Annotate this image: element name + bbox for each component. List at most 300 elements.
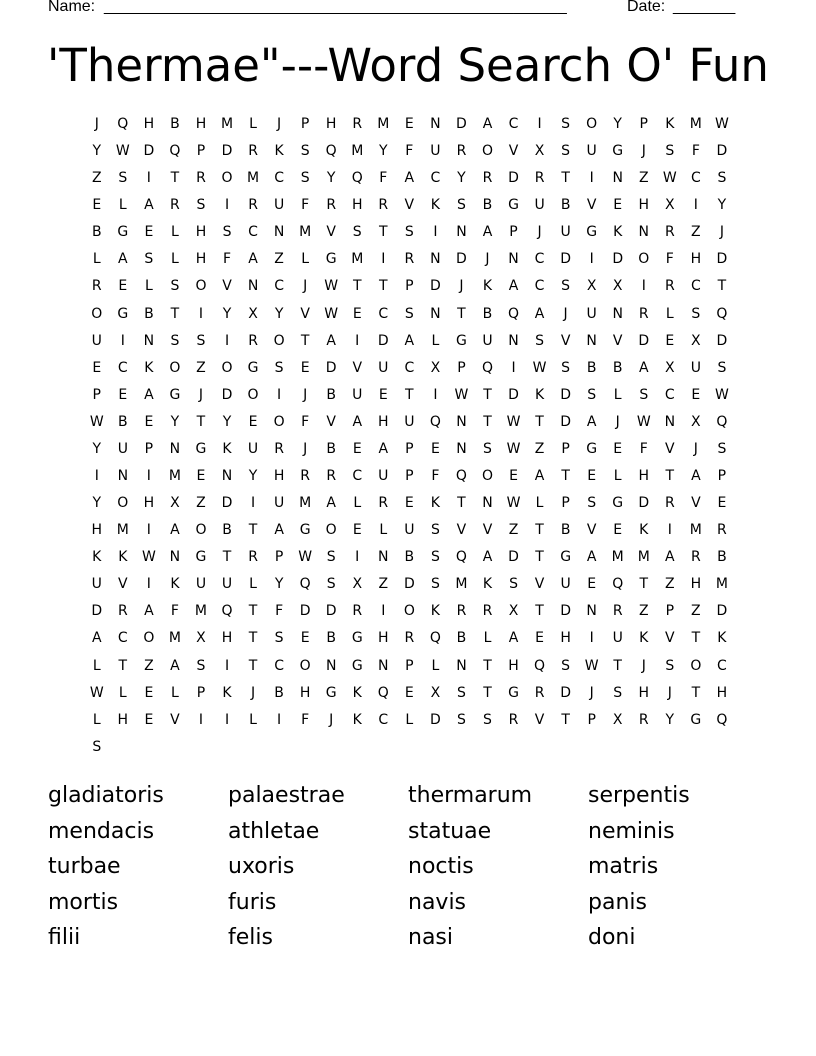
grid-letter: S [196,657,206,674]
grid-letter: S [561,359,571,376]
grid-letter: R [248,332,259,349]
grid-letter: M [611,549,625,566]
grid-letter: E [404,116,415,132]
grid-letter: N [456,224,468,241]
grid-letter: N [586,603,598,620]
grid-letter: S [404,305,415,322]
grid-letter: B [404,549,415,566]
grid-letter: N [169,440,181,457]
grid-letter: Q [169,143,181,160]
grid-letter: G [325,251,338,268]
grid-letter: R [300,468,311,485]
grid-letter: N [273,224,285,241]
grid-letter: Z [638,603,650,620]
grid-letter: L [483,630,492,647]
grid-letter: A [482,224,493,241]
grid-letter: G [117,305,129,322]
grid-letter: Y [92,440,102,457]
grid-letter: G [351,657,364,674]
grid-letter: I [355,332,360,349]
grid-letter: V [586,522,597,539]
grid-letter: H [195,224,207,241]
grid-letter: M [116,522,130,539]
grid-letter: V [560,332,571,349]
grid-letter: A [352,413,363,430]
grid-letter: H [716,684,728,701]
grid-letter: N [456,657,468,674]
grid-letter: G [612,495,624,512]
grid-letter: R [664,278,676,295]
grid-letter: M [377,116,390,132]
grid-letter: L [249,116,258,132]
grid-letter: V [456,522,467,539]
grid-letter: U [221,576,233,593]
grid-letter: S [326,549,337,566]
grid-letter: T [483,413,493,430]
grid-letter: M [220,116,234,132]
grid-letter: O [586,116,598,132]
grid-letter: D [429,278,442,295]
grid-letter: K [430,603,441,620]
grid-letter: V [352,359,363,376]
grid-letter: K [534,386,545,403]
grid-letter: L [353,495,362,512]
grid-letter: C [664,386,676,403]
grid-letter: B [482,305,493,322]
grid-letter: Q [429,413,442,430]
date-field[interactable]: _______ [673,0,736,15]
grid-letter: S [561,278,571,295]
header-line [48,0,740,18]
name-field[interactable]: ____________________________________________________ [104,0,567,15]
grid-letter: U [247,440,259,457]
grid-letter: E [430,440,441,457]
grid-letter: X [196,630,207,647]
grid-letter: G [508,684,520,701]
grid-letter: G [195,549,207,566]
grid-letter: X [248,305,259,322]
grid-letter: W [532,359,547,376]
grid-letter: Z [508,522,519,539]
grid-letter: H [690,576,702,593]
grid-letter: G [195,440,207,457]
grid-letter: S [222,224,232,241]
grid-letter: M [715,576,729,593]
word-list-item: athletae [228,818,320,844]
grid-letter: V [586,197,597,214]
grid-letter: V [665,440,676,457]
grid-letter: C [117,359,129,376]
grid-letter: Q [716,413,728,430]
grid-letter: A [586,549,597,566]
grid-letter: V [118,576,129,593]
grid-letter: E [404,684,415,701]
grid-letter: C [378,711,389,728]
grid-letter: O [117,495,129,512]
grid-letter: U [430,143,441,160]
grid-letter: L [92,711,102,728]
grid-letter: H [273,468,285,485]
word-list-item: palaestrae [228,783,345,808]
grid-letter: G [169,386,181,403]
grid-letter: K [274,143,285,160]
grid-letter: I [277,711,282,728]
grid-letter: D [716,251,728,268]
grid-letter: S [352,224,363,241]
grid-letter: I [198,711,204,728]
grid-letter: Y [222,413,232,430]
grid-letter: N [430,116,442,132]
grid-letter: D [716,603,728,620]
grid-letter: L [613,386,623,403]
grid-letter: D [143,143,155,160]
grid-letter: T [535,603,545,620]
grid-letter: S [717,359,727,376]
grid-letter: D [508,386,520,403]
grid-letter: T [405,386,415,403]
grid-letter: C [534,251,545,268]
grid-letter: Z [665,576,676,593]
grid-letter: R [248,143,259,160]
grid-letter: U [612,630,624,647]
grid-letter: R [248,197,259,214]
grid-letter: I [667,522,673,539]
grid-letter: J [693,440,699,457]
grid-letter: E [587,468,597,485]
grid-letter: T [170,305,180,322]
grid-letter: T [118,657,128,674]
grid-letter: Y [457,170,467,187]
grid-letter: N [612,170,624,187]
grid-letter: T [248,630,258,647]
grid-letter: S [561,143,571,160]
grid-letter: O [91,305,103,322]
grid-letter: R [456,143,467,160]
word-list-item: statuae [408,818,492,844]
word-list-item: noctis [408,854,474,880]
grid-letter: L [431,332,440,349]
grid-letter: W [506,440,521,457]
grid-letter: H [325,116,337,132]
grid-letter: X [170,495,181,512]
grid-letter: X [430,359,441,376]
grid-letter: C [404,359,415,376]
grid-letter: X [612,711,623,728]
grid-letter: I [94,468,100,485]
grid-letter: N [638,224,650,241]
grid-letter: U [378,359,389,376]
grid-letter: T [483,657,493,674]
grid-letter: S [118,170,128,187]
grid-letter: N [430,251,442,268]
grid-letter: F [665,251,675,268]
grid-letter: N [586,332,598,349]
grid-letter: R [378,197,389,214]
grid-letter: S [587,386,597,403]
grid-letter: K [144,359,154,376]
grid-letter: O [690,657,702,674]
grid-letter: W [662,170,678,187]
grid-letter: O [299,657,312,674]
grid-letter: I [146,170,152,187]
grid-letter: B [170,116,181,132]
grid-letter: A [534,468,545,485]
grid-letter: R [404,251,415,268]
grid-letter: H [560,630,572,647]
grid-letter: X [586,278,597,295]
grid-letter: V [300,305,311,322]
grid-letter: V [404,197,415,214]
grid-letter: K [92,549,102,566]
grid-letter: Q [534,657,546,674]
grid-letter: R [352,116,363,132]
grid-letter: N [456,413,468,430]
grid-letter: J [537,224,543,241]
grid-letter: A [638,359,650,376]
grid-letter: I [146,522,152,539]
grid-letter: O [247,386,260,403]
grid-letter: U [378,468,389,485]
grid-letter: I [146,468,152,485]
grid-letter: J [719,224,725,241]
grid-letter: Z [274,251,285,268]
grid-letter: Q [325,143,338,160]
grid-letter: C [274,657,285,674]
grid-letter: Z [196,359,207,376]
grid-letter: M [455,576,468,593]
grid-letter: Q [716,711,728,728]
grid-letter: X [612,278,623,295]
grid-letter: T [561,170,571,187]
grid-letter: T [300,332,310,349]
grid-letter: H [299,684,311,701]
grid-letter: L [613,468,623,485]
grid-letter: N [456,440,468,457]
grid-letter: S [170,332,180,349]
grid-letter: U [117,440,129,457]
grid-letter: Q [351,170,364,187]
grid-letter: W [89,684,105,701]
grid-letter: F [431,468,440,485]
grid-letter: X [352,576,363,593]
grid-letter: S [326,576,337,593]
grid-letter: E [144,224,154,241]
grid-letter: F [222,251,232,268]
grid-letter: Y [248,468,258,485]
grid-letter: P [717,468,727,485]
grid-letter: S [92,738,102,755]
grid-letter: H [378,630,390,647]
grid-letter: D [221,386,233,403]
grid-letter: D [560,386,572,403]
grid-letter: T [665,468,675,485]
grid-letter: T [379,278,389,295]
grid-letter: L [535,495,544,512]
grid-letter: H [221,630,233,647]
grid-letter: G [586,224,598,241]
letter-grid [84,111,735,761]
grid-letter: K [222,684,233,701]
grid-letter: I [355,549,360,566]
grid-letter: D [560,413,572,430]
grid-letter: D [325,359,338,376]
grid-letter: J [198,386,204,403]
grid-letter: D [429,711,442,728]
grid-letter: O [221,359,234,376]
grid-letter: N [508,332,520,349]
grid-letter: O [481,468,494,485]
grid-letter: P [665,603,675,620]
grid-letter: R [664,495,676,512]
grid-letter: R [456,603,467,620]
word-list-item: mendacis [48,818,155,844]
grid-letter: B [717,549,728,566]
grid-letter: K [613,224,623,241]
grid-letter: I [433,224,438,241]
grid-letter: K [170,576,180,593]
grid-letter: A [144,197,155,214]
grid-letter: M [351,143,364,160]
grid-letter: L [118,197,128,214]
grid-letter: C [117,630,129,647]
grid-letter: J [250,684,256,701]
grid-letter: Y [379,143,389,160]
grid-letter: W [714,116,730,132]
grid-letter: I [120,332,126,349]
grid-letter: L [92,251,102,268]
grid-letter: K [430,197,441,214]
grid-letter: T [248,522,258,539]
grid-letter: E [92,197,102,214]
grid-letter: I [224,711,230,728]
grid-letter: S [509,576,519,593]
grid-letter: H [117,711,129,728]
grid-letter: E [717,495,727,512]
grid-letter: R [352,603,363,620]
grid-letter: H [195,251,207,268]
grid-letter: R [664,224,676,241]
grid-letter: N [247,278,259,295]
grid-letter: G [612,143,624,160]
grid-letter: E [92,359,102,376]
grid-letter: L [171,684,180,701]
grid-letter: P [509,224,519,241]
grid-letter: R [534,684,545,701]
grid-letter: Z [691,224,702,241]
grid-letter: A [482,549,493,566]
grid-letter: J [589,684,595,701]
grid-letter: J [94,116,100,132]
grid-letter: J [303,278,308,295]
grid-letter: L [171,224,180,241]
grid-letter: A [248,251,259,268]
grid-letter: S [300,143,311,160]
grid-letter: B [326,630,337,647]
grid-letter: O [221,170,234,187]
grid-letter: L [379,522,388,539]
grid-letter: C [690,278,702,295]
grid-letter: M [689,116,703,132]
grid-letter: K [482,576,493,593]
grid-letter: A [378,440,389,457]
grid-letter: N [482,495,494,512]
grid-letter: E [509,468,519,485]
grid-letter: P [405,278,415,295]
grid-letter: P [196,143,206,160]
grid-letter: X [691,332,702,349]
grid-letter: S [170,278,180,295]
grid-letter: T [691,684,701,701]
grid-letter: H [690,251,702,268]
grid-letter: N [143,332,155,349]
grid-letter: H [508,657,520,674]
grid-letter: Y [170,413,180,430]
grid-letter: M [299,495,312,512]
grid-letter: L [249,576,258,593]
grid-letter: P [561,495,571,512]
grid-letter: Z [638,170,650,187]
grid-letter: O [273,413,286,430]
grid-letter: C [274,278,285,295]
grid-letter: A [586,413,597,430]
grid-letter: Y [274,576,284,593]
grid-letter: Z [534,440,545,457]
grid-letter: V [612,332,623,349]
word-list-item: uxoris [228,854,295,880]
grid-letter: T [483,684,493,701]
grid-letter: E [118,278,128,295]
grid-letter: T [248,657,258,674]
grid-letter: E [352,522,363,539]
grid-letter: Q [117,116,129,132]
grid-letter: I [224,332,230,349]
grid-letter: M [247,170,260,187]
grid-letter: A [144,603,155,620]
grid-letter: S [717,440,727,457]
grid-letter: A [508,278,519,295]
grid-letter: I [146,576,152,593]
grid-letter: L [92,657,102,674]
grid-letter: H [143,116,155,132]
grid-letter: G [586,440,598,457]
grid-letter: S [144,251,154,268]
grid-letter: F [275,603,284,620]
grid-letter: K [222,440,233,457]
grid-letter: I [277,386,282,403]
grid-letter: Q [508,305,520,322]
grid-letter: J [329,711,334,728]
grid-letter: T [639,576,649,593]
grid-letter: H [638,197,650,214]
grid-letter: D [91,603,103,620]
grid-letter: E [691,386,701,403]
grid-letter: R [717,522,728,539]
grid-letter: D [560,684,572,701]
grid-letter: J [485,251,491,268]
grid-letter: V [508,143,519,160]
grid-letter: A [482,116,493,132]
grid-letter: R [508,711,519,728]
grid-letter: H [638,684,650,701]
grid-letter: G [299,522,312,539]
date-label: Date: [627,0,666,15]
grid-letter: D [560,603,572,620]
grid-letter: G [117,224,129,241]
grid-letter: I [641,278,647,295]
grid-letter: R [274,440,285,457]
grid-letter: Y [326,170,336,187]
word-list-item: thermarum [408,783,533,808]
